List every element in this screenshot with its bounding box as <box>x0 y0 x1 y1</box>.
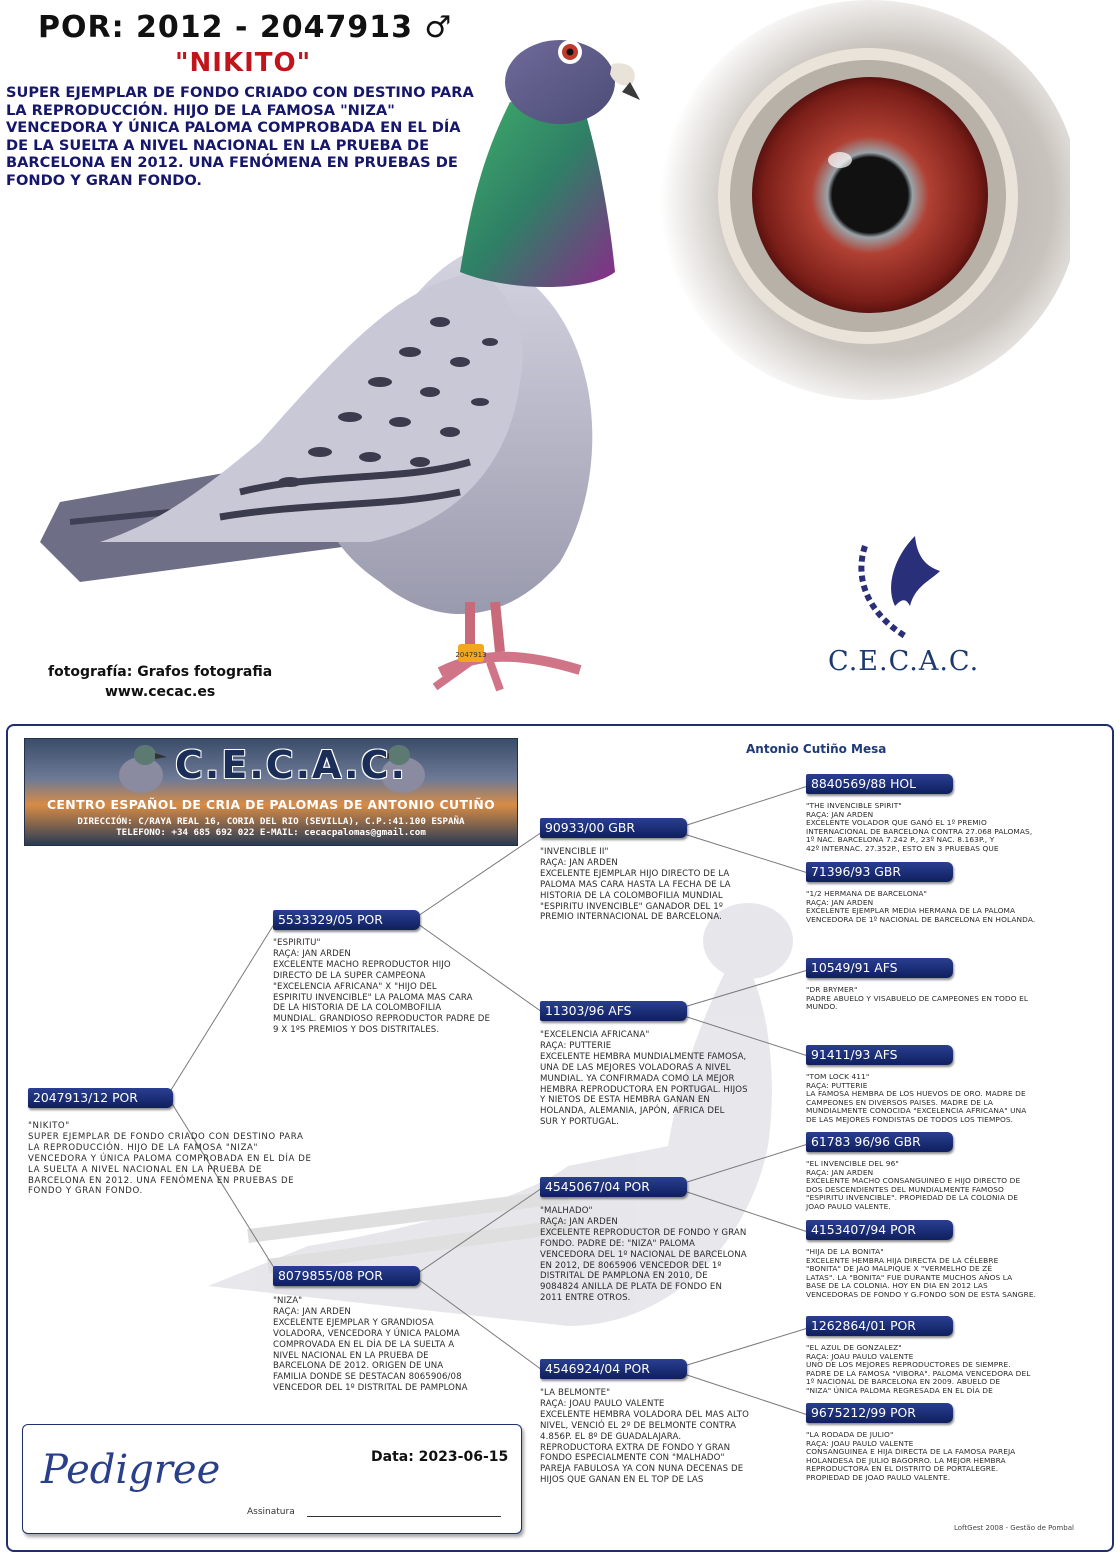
owner-name: Antonio Cutiño Mesa <box>746 742 887 756</box>
ssd-ring-tag: 71396/93 GBR <box>806 862 953 882</box>
hero-section <box>0 0 1120 718</box>
ddd-info: "LA RODADA DE JULIO" RAÇA: JOAU PAULO VALENTE CONSANGUINEA E HIJA DIRECTA DE LA FAMOSA PAREJA HOLANDESA DE JULIO BAGORRO. LA MEJOR HEMBRA REPRODUCTORA EN EL DISTRITO DE PORTALEGRE. PROPIEDAD DE JOAO PAULO VALENTE. <box>806 1430 1016 1482</box>
sd-info: "EXCELENCIA AFRICANA" RAÇA: PUTTERIE EXCELENTE HEMBRA MUNDIALMENTE FAMOSA, UNA DE LAS MEJORES VOLADORAS A NIVEL MUNDIAL. YA CONFIRMADA COMO LA MEJOR HEMBRA REPRODUCTORA EN PORTUGAL. HIJOS Y NIETOS DE ESTA HEMBRA GANAN EN HOLANDA, ALEMANIA, JAPÓN, AFRICA DEL SUR Y PORTUGAL. <box>540 1030 748 1128</box>
banner-title: C.E.C.A.C. <box>175 743 407 787</box>
banner-pigeon-left-icon <box>111 741 171 797</box>
sds-info: "DR BRYMER" PADRE ABUELO Y VISABUELO DE CAMPEONES EN TODO EL MUNDO. <box>806 985 1029 1011</box>
software-footer: LoftGest 2008 - Gestão de Pombal <box>954 1524 1074 1532</box>
banner-contact-line: TELEFONO: +34 685 692 022 E-MAIL: cecacpalomas@gmail.com <box>116 827 426 838</box>
signature-line[interactable] <box>307 1516 501 1517</box>
date-label: Data: 2023-06-15 <box>371 1449 509 1465</box>
sd-ring-tag: 11303/96 AFS <box>540 1001 687 1021</box>
photo-credit <box>48 662 272 702</box>
pigeon-eye-photo <box>640 0 1070 440</box>
sire-ring-tag: 5533329/05 POR <box>273 910 420 930</box>
cecac-banner <box>24 738 518 846</box>
dss-ring-tag: 61783 96/96 GBR <box>806 1132 953 1152</box>
ds-info: "MALHADO" RAÇA: JAN ARDEN EXCELENTE REPRODUCTOR DE FONDO Y GRAN FONDO. PADRE DE: "NIZA" PALOMA VENCEDORA DEL 1º NACIONAL DE BARCELONA EN 2012, DE 8065906 VENCEDOR DEL 1º DISTRITAL DE PAMPLONA EN 2010, DE 9084824 ANILLA DE PLATA DE FONDO EN 2011 ENTRE OTROS. <box>540 1206 747 1304</box>
subject-info: "NIKITO" SUPER EJEMPLAR DE FONDO CRIADO CON DESTINO PARA LA REPRODUCCIÓN. HIJO DE LA FAMOSA "NIZA" VENCEDORA Y ÚNICA PALOMA COMPROBADA EN EL DÍA DE LA SUELTA A NIVEL NACIONAL EN LA PRUEBA DE BARCELONA EN 2012. UNA FENÓMENA EN PRUEBAS DE FONDO Y GRAN FONDO. <box>28 1121 312 1197</box>
photo-credit-line: fotografía: Grafos fotografia <box>48 664 273 680</box>
signature-box <box>22 1424 522 1534</box>
ss-info: "INVENCIBLE II" RAÇA: JAN ARDEN EXCELENTE EJEMPLAR HIJO DIRECTO DE LA PALOMA MAS CARA HASTA LA FECHA DE LA HISTORIA DE LA COLOMBOFILIA MUNDIAL "ESPIRITU INVENCIBLE" GANADOR DEL 1º PREMIO INTERNACIONAL DE BARCELONA. <box>540 847 731 923</box>
ss-ring-tag: 90933/00 GBR <box>540 818 687 838</box>
sss-info: "THE INVENCIBLE SPIRIT" RAÇA: JAN ARDEN EXCELENTE VOLADOR QUE GANÓ EL 1º PREMIO INTERNACIONAL DE BARCELONA CONTRA 27.068 PALOMAS, 1º NAC. BARCELONA 7.242 P., 23º NAC. 8.163P., Y 42º INTERNAC. 27.352P., ESTO EN 3 PRUEBAS QUE <box>806 801 1033 853</box>
sdd-info: "TOM LOCK 411" RAÇA: PUTTERIE LA FAMOSA HEMBRA DE LOS HUEVOS DE ORO. MADRE DE CAMPEONES EN DIVERSOS PAISES. MADRE DE LA MUNDIALMENTE CONOCIDA "EXCELENCIA AFRICANA" UNA DE LAS MEJORES FONDISTAS DE TODOS LOS TIEMPOS. <box>806 1072 1027 1124</box>
dsd-ring-tag: 4153407/94 POR <box>806 1220 953 1240</box>
dds-ring-tag: 1262864/01 POR <box>806 1316 953 1336</box>
dds-info: "EL AZUL DE GONZALEZ" RAÇA: JOAU PAULO VALENTE UNO DE LOS MEJORES REPRODUCTORES DE SIEMPRE. PADRE DE LA FAMOSA "VIBORA". PALOMA VENCEDORA DEL 1º NACIONAL DE BARCELONA EN 2009. ABUELO DE "NIZA" ÚNICA PALOMA REGRESADA EN EL DÍA DE <box>806 1343 1031 1395</box>
cecac-logo-icon <box>855 526 955 646</box>
dss-info: "EL INVENCIBLE DEL 96" RAÇA: JAN ARDEN EXCELENTE MACHO CONSANGUINEO E HIJO DIRECTO DE DOS DESCENDIENTES DEL MUNDIALMENTE FAMOSO "ESPIRITU INVENCIBLE". PROPIEDAD DE LA COLONIA DE JOAO PAULO VALENTE. <box>806 1159 1021 1211</box>
sss-ring-tag: 8840569/88 HOL <box>806 774 953 794</box>
pigeon-nickname: "NIKITO" <box>175 48 312 78</box>
dam-info: "NIZA" RAÇA: JAN ARDEN EXCELENTE EJEMPLAR Y GRANDIOSA VOLADORA, VENCEDORA Y ÚNICA PALOMA COMPROVADA EN EL DÍA DE LA SUELTA A NIVEL NACIONAL EN LA PRUEBA DE BARCELONA DE 2012. ORIGEN DE UNA FAMILIA DONDE SE DESTACAN 8065906/08 VENCEDOR DEL 1º DISTRITAL DE PAMPLONA <box>273 1296 468 1394</box>
sire-info: "ESPIRITU" RAÇA: JAN ARDEN EXCELENTE MACHO REPRODUCTOR HIJO DIRECTO DE LA SUPER CAMPEONA "EXCELENCIA AFRICANA" X "HIJO DEL ESPIRITU INVENCIBLE" LA PALOMA MAS CARA DE LA HISTORIA DE LA COLOMBOFILIA MUNDIAL. GRANDIOSO REPRODUCTOR PADRE DE 9 X 1ºS PREMIOS Y DOS DISTRITALES. <box>273 938 491 1036</box>
dam-ring-tag: 8079855/08 POR <box>273 1266 420 1286</box>
pedigree-card <box>6 724 1114 1552</box>
pedigree-label: Pedigree <box>41 1447 221 1493</box>
ring-title: POR: 2012 - 2047913 ♂ <box>38 10 453 45</box>
banner-address-line: DIRECCIÓN: C/RAYA REAL 16, CORIA DEL RIO (SEVILLA), C.P.:41.100 ESPAÑA <box>77 816 465 827</box>
signature-label: Assinatura <box>247 1507 295 1517</box>
banner-subtitle: CENTRO ESPAÑOL DE CRIA DE PALOMAS DE ANTONIO CUTIÑO <box>46 797 496 812</box>
ring-label: 2047913 <box>455 651 487 659</box>
sds-ring-tag: 10549/91 AFS <box>806 958 953 978</box>
brand-name: C.E.C.A.C. <box>828 646 980 677</box>
dd-info: "LA BELMONTE" RAÇA: JOAU PAULO VALENTE EXCELENTE HEMBRA VOLADORA DEL MAS ALTO NIVEL, VENCIÓ EL 2º DE BELMONTE CONTRA 4.856P. EL 8º DE GUADALAJARA. REPRODUCTORA EXTRA DE FONDO Y GRAN FONDO ESPECIALMENTE CON "MALHADO" PAREJA FABULOSA YA CON NUNA DECENAS DE HIJOS QUE GANAN EN EL TOP DE LAS <box>540 1388 749 1486</box>
sdd-ring-tag: 91411/93 AFS <box>806 1045 953 1065</box>
ssd-info: "1/2 HERMANA DE BARCELONA" RAÇA: JAN ARDEN EXCELENTE EJEMPLAR MEDIA HERMANA DE LA PALOMA VENCEDORA DE 1º NACIONAL DE BARCELONA EN HOLANDA. <box>806 889 1036 924</box>
ddd-ring-tag: 9675212/99 POR <box>806 1403 953 1423</box>
website-link[interactable]: www.cecac.es <box>104 684 216 700</box>
ds-ring-tag: 4545067/04 POR <box>540 1177 687 1197</box>
dd-ring-tag: 4546924/04 POR <box>540 1359 687 1379</box>
dsd-info: "HIJA DE LA BONITA" EXCELENTE HEMBRA HIJA DIRECTA DE LA CÉLEBRE "BONITA" DE JAO MALPIQUE X "VERMELHO DE ZÉ LATAS". LA "BONITA" FUE DURANTE MUCHOS AÑOS LA BASE DE LA COLONIA. HOY EN DIA EN 2012 LAS VENCEDORAS DE FONDO Y G.FONDO SON DE ESTA SANGRE. <box>806 1247 1037 1299</box>
pigeon-description: SUPER EJEMPLAR DE FONDO CRIADO CON DESTINO PARA LA REPRODUCCIÓN. HIJO DE LA FAMOSA "NIZA" VENCEDORA Y ÚNICA PALOMA COMPROBADA EN EL DÍA DE LA SUELTA A NIVEL NACIONAL EN LA PRUEBA DE BARCELONA EN 2012. UNA FENÓMENA EN PRUEBAS DE FONDO Y GRAN FONDO. <box>6 84 474 189</box>
subject-ring-tag: 2047913/12 POR <box>28 1088 173 1108</box>
banner-address <box>25 816 517 838</box>
